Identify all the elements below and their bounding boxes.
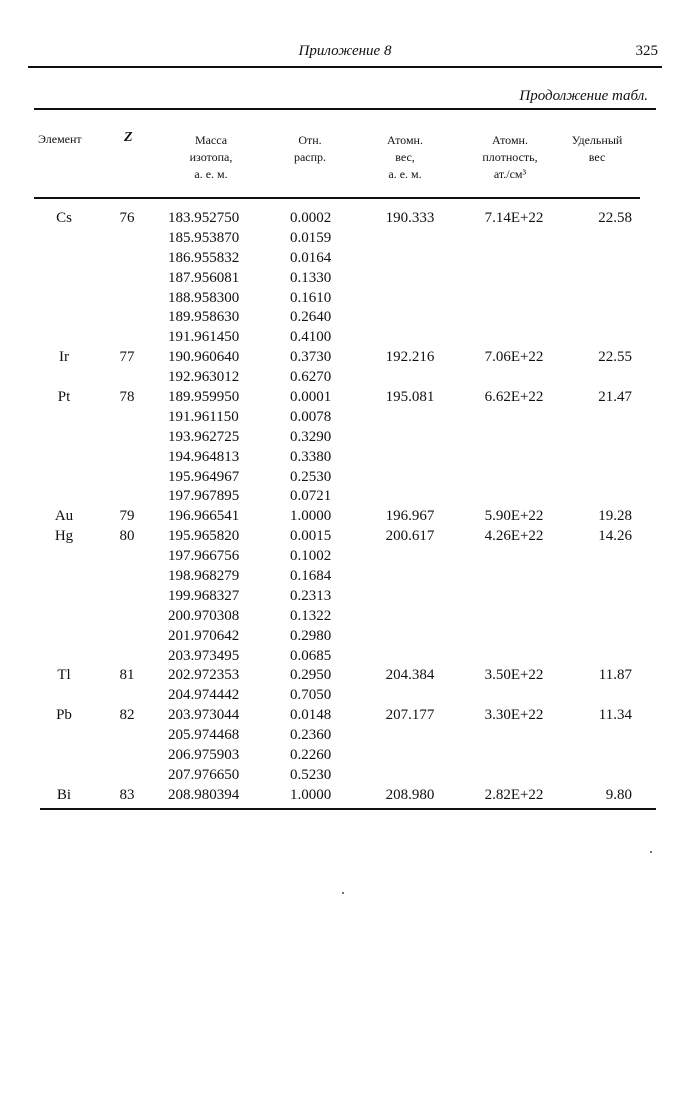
cell-abundance: 0.1684	[290, 568, 332, 585]
table-bottom-rule	[40, 808, 656, 810]
cell-abundance: 0.1330	[290, 269, 332, 286]
header-line: вес,	[395, 150, 415, 164]
table-continuation-label: Продолжение табл.	[519, 88, 648, 104]
table-row	[0, 746, 684, 766]
cell-z: 78	[119, 389, 135, 406]
cell-isotope-mass: 199.968327	[168, 587, 240, 604]
table-row	[0, 308, 684, 328]
cell-abundance: 0.3380	[290, 448, 332, 465]
header-line: изотопа,	[189, 150, 233, 164]
cell-isotope-mass: 203.973044	[168, 707, 240, 724]
cell-isotope-mass: 204.974442	[168, 687, 240, 704]
cell-element: Ir	[59, 349, 69, 366]
table-row	[0, 547, 684, 567]
table-row	[0, 686, 684, 706]
table-row	[0, 706, 684, 726]
cell-abundance: 0.5230	[290, 766, 332, 783]
cell-atomic-density: 7.14E+22	[484, 210, 544, 226]
column-header-isotope-mass	[166, 132, 256, 183]
cell-abundance: 0.2260	[290, 747, 332, 764]
cell-abundance: 0.2530	[290, 468, 332, 485]
cell-isotope-mass: 200.970308	[168, 607, 240, 624]
cell-atomic-density: 3.50E+22	[484, 667, 544, 684]
cell-abundance: 0.0164	[290, 249, 332, 266]
cell-atomic-weight: 190.333	[385, 210, 435, 226]
cell-specific-gravity: 21.47	[598, 389, 632, 406]
header-line: Отн.	[298, 133, 322, 147]
cell-abundance: 0.0721	[290, 488, 332, 505]
cell-abundance: 0.1002	[290, 548, 332, 565]
column-header-atomic-weight	[374, 132, 436, 183]
table-row	[0, 348, 684, 368]
cell-isotope-mass: 207.976650	[168, 766, 240, 783]
cell-element: Bi	[56, 786, 72, 803]
table-row	[0, 487, 684, 507]
cell-atomic-weight: 200.617	[385, 528, 435, 545]
cell-abundance: 0.6270	[290, 369, 332, 386]
cell-atomic-density: 6.62E+22	[484, 389, 544, 406]
cell-isotope-mass: 191.961150	[168, 408, 239, 425]
cell-z: 79	[119, 508, 135, 525]
cell-isotope-mass: 196.966541	[168, 508, 240, 525]
table-row	[0, 448, 684, 468]
cell-isotope-mass: 206.975903	[168, 747, 240, 764]
header-line: Атомн.	[492, 133, 528, 147]
table-row	[0, 368, 684, 388]
cell-abundance: 0.0078	[290, 408, 332, 425]
cell-atomic-weight: 192.216	[385, 349, 435, 366]
column-header-atomic-density	[460, 132, 560, 183]
cell-isotope-mass: 197.967895	[168, 488, 240, 505]
cell-atomic-weight: 207.177	[385, 707, 435, 724]
cell-isotope-mass: 187.956081	[168, 269, 240, 286]
header-line: плотность,	[482, 150, 538, 164]
column-header-element: Элемент	[38, 132, 82, 146]
table-row	[0, 567, 684, 587]
table-row	[0, 507, 684, 527]
header-line: а. е. м.	[388, 167, 422, 181]
cell-isotope-mass: 203.973495	[168, 647, 240, 664]
table-row	[0, 587, 684, 607]
cell-isotope-mass: 189.959950	[168, 389, 240, 406]
table-row	[0, 209, 684, 229]
table-row	[0, 527, 684, 547]
header-line: распр.	[293, 150, 327, 164]
table-row	[0, 647, 684, 667]
cell-isotope-mass: 193.962725	[168, 428, 240, 445]
column-header-abundance	[282, 132, 338, 166]
cell-z: 83	[119, 786, 135, 803]
cell-isotope-mass: 202.972353	[168, 667, 240, 684]
table-row	[0, 289, 684, 309]
cell-isotope-mass: 194.964813	[168, 448, 240, 465]
table-row	[0, 607, 684, 627]
cell-isotope-mass: 186.955832	[168, 249, 240, 266]
table-row	[0, 229, 684, 249]
print-speck	[342, 892, 344, 894]
running-head-title: Приложение 8	[298, 43, 392, 59]
cell-abundance: 0.2640	[290, 309, 332, 326]
cell-atomic-weight: 204.384	[385, 667, 435, 684]
cell-isotope-mass: 201.970642	[168, 627, 240, 644]
cell-isotope-mass: 208.980394	[168, 786, 240, 803]
cell-isotope-mass: 191.961450	[168, 329, 240, 346]
cell-isotope-mass: 195.965820	[168, 528, 240, 545]
cell-abundance: 0.2360	[290, 727, 332, 744]
cell-atomic-density: 4.26E+22	[484, 528, 544, 545]
table-row	[0, 666, 684, 686]
column-header-specific-gravity	[562, 132, 632, 166]
cell-specific-gravity: 22.58	[598, 210, 632, 226]
cell-specific-gravity: 14.26	[598, 528, 632, 545]
cell-abundance: 0.0015	[290, 528, 332, 545]
cell-abundance: 1.0000	[290, 508, 332, 525]
header-line: Масса	[194, 133, 228, 147]
cell-atomic-weight: 208.980	[385, 786, 435, 803]
cell-element: Tl	[57, 667, 71, 684]
print-speck	[650, 851, 652, 853]
cell-atomic-density: 2.82E+22	[484, 786, 544, 803]
cell-z: 82	[119, 707, 135, 724]
column-header-z: Z	[124, 130, 133, 145]
table-row	[0, 786, 684, 806]
table-row	[0, 249, 684, 269]
cell-abundance: 0.2313	[290, 587, 332, 604]
table-row	[0, 328, 684, 348]
table-row	[0, 428, 684, 448]
cell-abundance: 1.0000	[290, 786, 332, 803]
header-line: Удельный	[571, 133, 623, 147]
cell-isotope-mass: 190.960640	[168, 349, 240, 366]
cell-atomic-weight: 196.967	[385, 508, 435, 525]
table-row	[0, 468, 684, 488]
cell-element: Cs	[56, 210, 72, 226]
header-rule	[34, 197, 640, 199]
header-line: Атомн.	[387, 133, 423, 147]
cell-atomic-weight: 195.081	[385, 389, 435, 406]
cell-abundance: 0.1322	[290, 607, 332, 624]
cell-isotope-mass: 197.966756	[168, 548, 240, 565]
cell-abundance: 0.1610	[290, 289, 332, 306]
cell-abundance: 0.0685	[290, 647, 332, 664]
header-line: вес	[588, 150, 606, 164]
cell-isotope-mass: 183.952750	[168, 210, 240, 226]
cell-atomic-density: 5.90E+22	[484, 508, 544, 525]
cell-specific-gravity: 9.80	[605, 786, 632, 803]
cell-specific-gravity: 19.28	[598, 508, 632, 525]
cell-element: Pt	[57, 389, 71, 406]
header-line: ат./см³	[493, 167, 527, 181]
cell-atomic-density: 3.30E+22	[484, 707, 544, 724]
cell-abundance: 0.3730	[290, 349, 332, 366]
cell-isotope-mass: 195.964967	[168, 468, 240, 485]
cell-z: 81	[119, 667, 135, 684]
cell-z: 77	[119, 349, 135, 366]
cell-abundance: 0.0159	[290, 229, 332, 246]
cell-element: Hg	[54, 528, 74, 545]
cell-isotope-mass: 192.963012	[168, 369, 240, 386]
cell-z: 76	[119, 210, 135, 226]
cell-element: Pb	[56, 707, 72, 724]
table-row	[0, 269, 684, 289]
cell-specific-gravity: 11.34	[598, 707, 632, 724]
table-body	[0, 209, 684, 806]
running-head	[28, 40, 662, 68]
table-row	[0, 408, 684, 428]
table-row	[0, 766, 684, 786]
cell-abundance: 0.7050	[290, 687, 332, 704]
cell-element: Au	[54, 508, 74, 525]
cell-z: 80	[119, 528, 135, 545]
table-row	[0, 388, 684, 408]
cell-isotope-mass: 198.968279	[168, 568, 240, 585]
cell-atomic-density: 7.06E+22	[484, 349, 544, 366]
cell-abundance: 0.0148	[290, 707, 332, 724]
table-row	[0, 726, 684, 746]
cell-abundance: 0.3290	[290, 428, 332, 445]
cell-abundance: 0.2980	[290, 627, 332, 644]
cell-isotope-mass: 188.958300	[168, 289, 240, 306]
cell-abundance: 0.0002	[290, 210, 332, 226]
header-line: а. е. м.	[194, 167, 228, 181]
cell-abundance: 0.4100	[290, 329, 332, 346]
cell-isotope-mass: 205.974468	[168, 727, 240, 744]
cell-isotope-mass: 189.958630	[168, 309, 240, 326]
cell-isotope-mass: 185.953870	[168, 229, 240, 246]
page-number: 325	[635, 43, 658, 59]
cell-abundance: 0.0001	[290, 389, 332, 406]
cell-specific-gravity: 22.55	[598, 349, 632, 366]
table-row	[0, 627, 684, 647]
cell-specific-gravity: 11.87	[598, 667, 632, 684]
table-top-rule	[34, 108, 656, 110]
cell-abundance: 0.2950	[290, 667, 332, 684]
